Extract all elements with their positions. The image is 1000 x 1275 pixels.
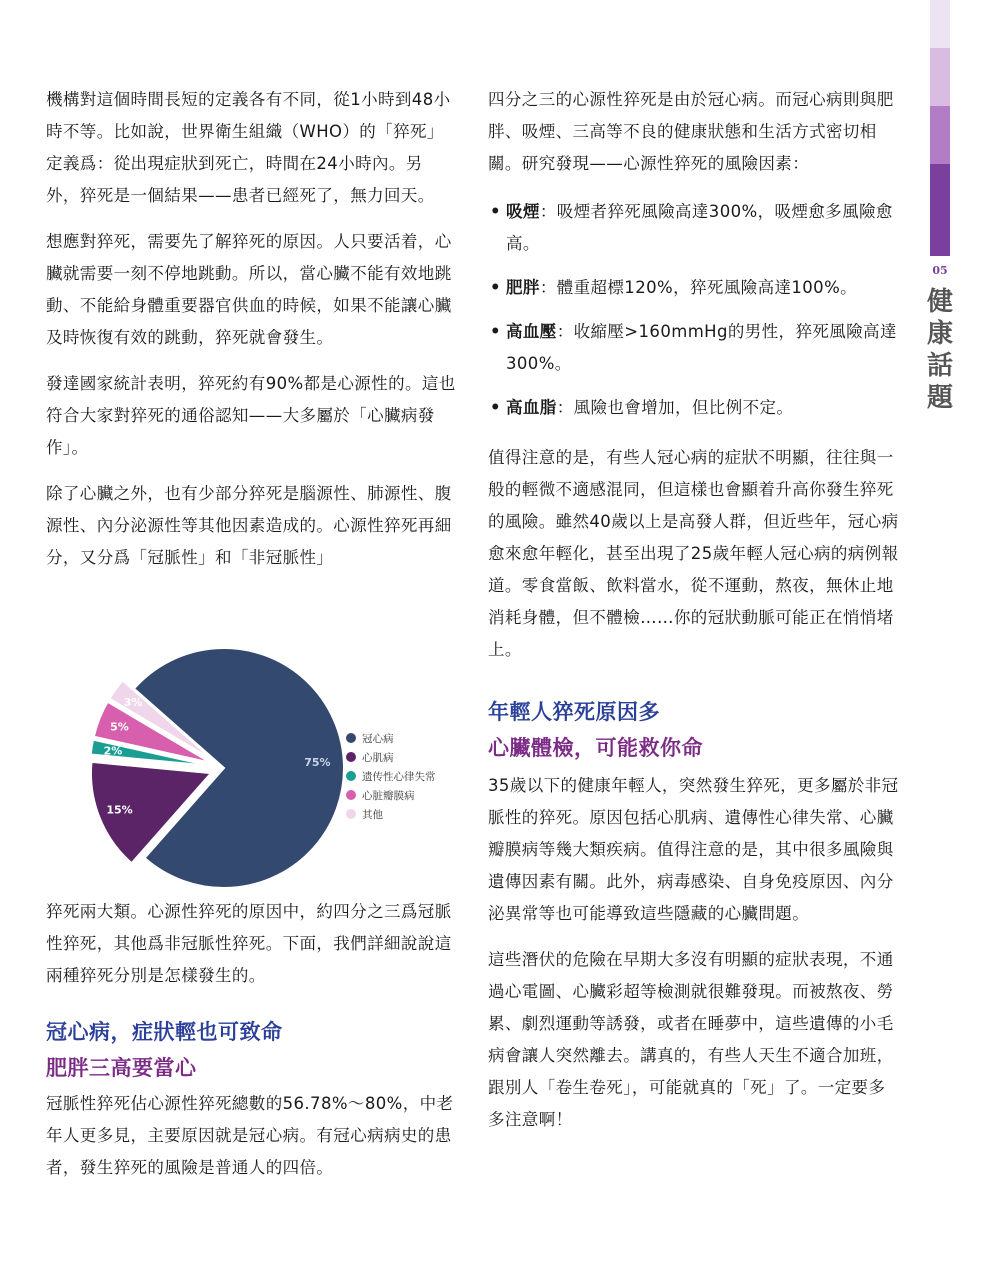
left-column-continued (46, 896, 456, 1184)
paragraph: 四分之三的心源性猝死是由於冠心病。而冠心病則與肥胖、吸煙、三高等不良的健康狀態和生活方式密切相關。研究發現——心源性猝死的風險因素： (488, 90, 894, 173)
left-column (46, 84, 456, 574)
pie-data-label: 5% (110, 720, 129, 734)
section-title-char: 話 (926, 351, 953, 381)
paragraph: 機構對這個時間長短的定義各有不同，從1小時到48小時不等。比如說，世界衛生組織（WHO）的「猝死」定義爲：從出現症狀到死亡，時間在24小時內。另外，猝死是一個結果——患者已經死了，無力回天。 (46, 90, 451, 205)
paragraph: 除了心臟之外，也有少部分猝死是腦源性、肺源性、腹源性、內分泌源性等其他因素造成的。心源性猝死再細分，又分爲「冠脈性」和「非冠脈性」 (46, 484, 452, 567)
list-item (488, 196, 900, 260)
list-item-text: ：收縮壓>160mmHg的男性，猝死風險高達300%。 (506, 322, 897, 373)
section-heading: 年輕人猝死原因多 (488, 700, 660, 724)
legend-label: 冠心病 (362, 733, 394, 745)
list-item-term: 高血壓 (506, 322, 557, 341)
list-item-term: 肥胖 (506, 278, 540, 297)
side-tab-segment (930, 48, 950, 106)
paragraph: 值得注意的是，有些人冠心病的症狀不明顯，往往與一般的輕微不適感混同，但這樣也會顯着升高你發生猝死的風險。雖然40歲以上是高發人群，但近些年，冠心病愈來愈年輕化，甚至出現了25歲年輕人冠心病的病例報道。零食當飯、飲料當水，從不運動，熬夜，無休止地消耗身體，但不體檢……你的冠狀動脈可能正在悄悄堵上。 (488, 448, 899, 659)
list-item (488, 392, 900, 424)
right-column (488, 84, 900, 1136)
paragraph: 想應對猝死，需要先了解猝死的原因。人只要活着，心臟就需要一刻不停地跳動。所以，當心臟不能有效地跳動、不能給身體重要器官供血的時候，如果不能讓心臟及時恢復有效的跳動，猝死就會發生。 (46, 232, 452, 347)
legend-label: 其他 (362, 809, 383, 821)
section-heading: 冠心病，症狀輕也可致命 (46, 1020, 283, 1044)
list-item-term: 吸煙 (506, 202, 540, 221)
legend-swatch (346, 733, 356, 743)
list-item-text: ：風險也會增加，但比例不定。 (556, 398, 794, 417)
list-item (488, 316, 900, 380)
pie-data-label: 3% (123, 695, 143, 709)
section-subheading: 心臟體檢，可能救你命 (488, 736, 703, 760)
side-tab-segment (930, 0, 950, 48)
paragraph: 猝死兩大類。心源性猝死的原因中，約四分之三爲冠脈性猝死，其他爲非冠脈性猝死。下面，我們詳細說說這兩種猝死分別是怎樣發生的。 (46, 902, 452, 985)
risk-factor-list (488, 196, 900, 424)
side-tab (930, 0, 950, 1275)
pie-chart (44, 638, 464, 900)
legend-label: 心脏瓣膜病 (362, 790, 415, 802)
list-item-term: 高血脂 (506, 398, 557, 417)
list-item-text: ：體重超標120%，猝死風險高達100%。 (539, 278, 858, 297)
pie-data-label: 75% (304, 756, 331, 770)
pie-data-label: 15% (106, 803, 133, 817)
side-tab-segment (930, 164, 950, 256)
paragraph: 這些潛伏的危險在早期大多沒有明顯的症狀表現，不通過心電圖、心臟彩超等檢測就很難發現。而被熬夜、勞累、劇烈運動等誘發，或者在睡夢中，這些遺傳的小毛病會讓人突然離去。講真的，有些人天生不適合加班，跟別人「卷生卷死」，可能就真的「死」了。一定要多多注意啊！ (488, 950, 894, 1129)
legend-label: 心肌病 (362, 752, 394, 764)
side-tab-segment (930, 106, 950, 164)
section-title-char: 康 (926, 319, 953, 349)
legend-swatch (346, 752, 356, 762)
legend-swatch (346, 790, 356, 800)
paragraph: 發達國家統計表明，猝死約有90%都是心源性的。這也符合大家對猝死的通俗認知——大多屬於「心臟病發作」。 (46, 374, 456, 457)
paragraph: 冠脈性猝死佔心源性猝死總數的56.78%～80%，中老年人更多見，主要原因就是冠心病。有冠心病病史的患者，發生猝死的風險是普通人的四倍。 (46, 1094, 454, 1177)
list-item (488, 272, 900, 304)
pie-data-label: 2% (103, 744, 123, 758)
section-title (922, 286, 958, 414)
section-title-char: 題 (926, 383, 953, 413)
section-title-char: 健 (926, 287, 953, 317)
legend-swatch (346, 771, 356, 781)
legend-label: 遗传性心律失常 (362, 771, 436, 783)
legend-swatch (346, 809, 356, 819)
section-number: 05 (932, 264, 948, 277)
section-subheading: 肥胖三高要當心 (46, 1056, 197, 1080)
list-item-text: ：吸煙者猝死風險高達300%，吸煙愈多風險愈高。 (506, 202, 893, 253)
paragraph: 35歲以下的健康年輕人，突然發生猝死，更多屬於非冠脈性的猝死。原因包括心肌病、遺傳性心律失常、心臟瓣膜病等幾大類疾病。值得注意的是，其中很多風險與遺傳因素有關。此外，病毒感染、自身免疫原因、內分泌異常等也可能導致這些隱藏的心臟問題。 (488, 776, 899, 923)
